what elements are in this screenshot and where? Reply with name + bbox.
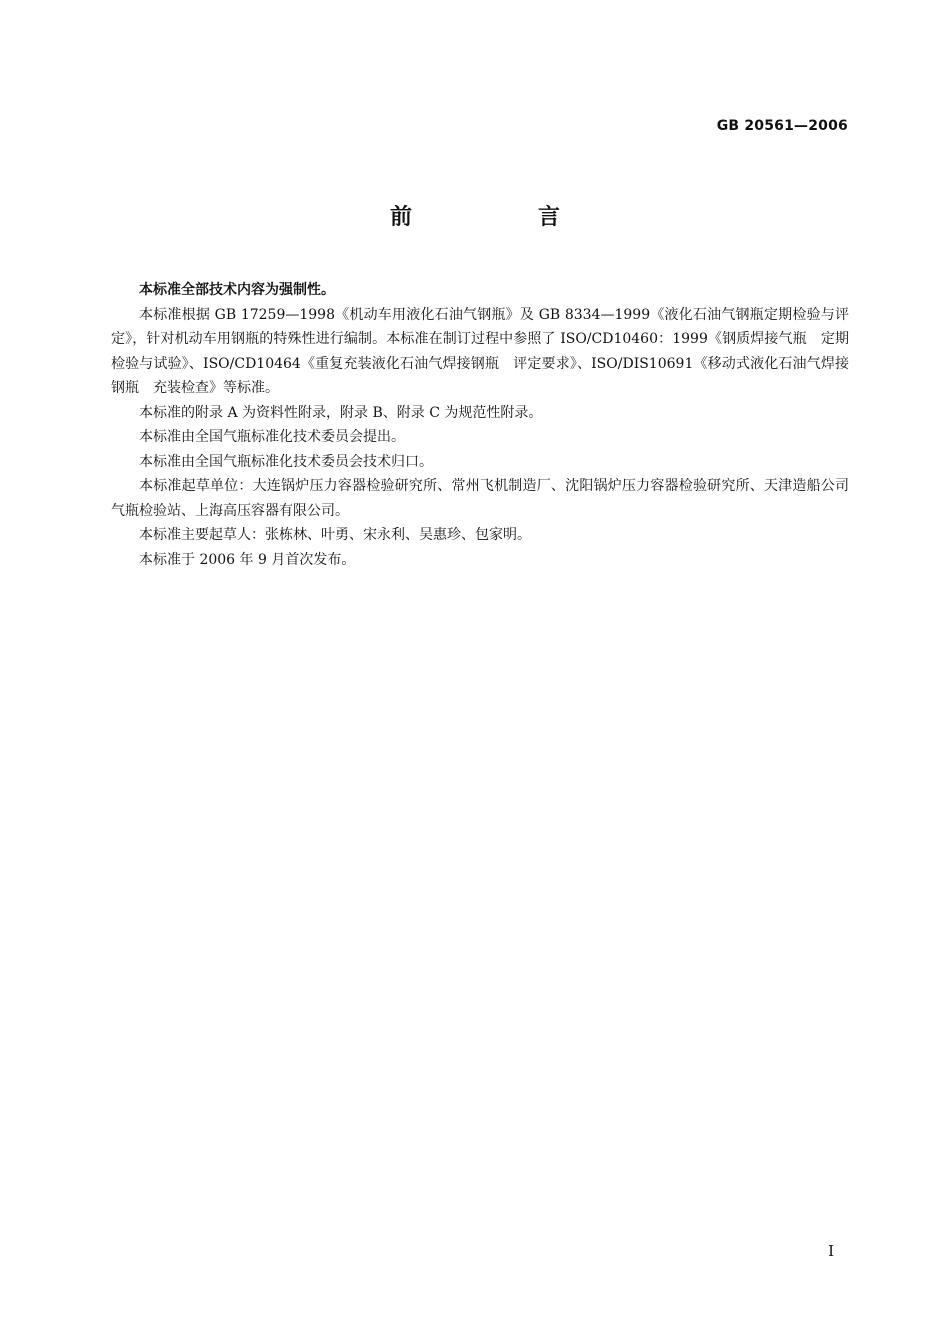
paragraph-centralized-by: 本标准由全国气瓶标准化技术委员会技术归口。 — [139, 453, 433, 470]
foreword-body — [111, 278, 849, 572]
paragraph-mandatory-statement: 本标准全部技术内容为强制性。 — [139, 282, 335, 298]
page-number: I — [828, 1242, 834, 1260]
paragraph-proposed-by: 本标准由全国气瓶标准化技术委员会提出。 — [139, 429, 405, 445]
page-title: 前 言 — [389, 205, 612, 230]
paragraph-basis: 本标准根据 GB 17259—1998《机动车用液化石油气钢瓶》及 GB 8334—1999《液化石油气钢瓶定期检验与评定》，针对机动车用钢瓶的特殊性进行编制。本标准在制订过程中参照了 ISO/CD10460：1999《钢质焊接气瓶 定期检验与试验》、ISO/CD10464《重复充装液化石油气焊接钢瓶 评定要求》、ISO/DIS10691《移动式液化石油气焊接钢瓶 充装检查》等标准。 — [111, 306, 849, 396]
standard-number: GB 20561—2006 — [716, 118, 848, 134]
paragraph-drafters: 本标准主要起草人：张栋林、叶勇、宋永利、吴惠珍、包家明。 — [139, 527, 531, 543]
paragraph-annexes: 本标准的附录 A 为资料性附录，附录 B、附录 C 为规范性附录。 — [139, 404, 543, 421]
paragraph-first-issue: 本标准于 2006 年 9 月首次发布。 — [139, 551, 356, 568]
paragraph-drafting-units: 本标准起草单位：大连锅炉压力容器检验研究所、常州飞机制造厂、沈阳锅炉压力容器检验研究所、天津造船公司气瓶检验站、上海高压容器有限公司。 — [111, 478, 849, 519]
